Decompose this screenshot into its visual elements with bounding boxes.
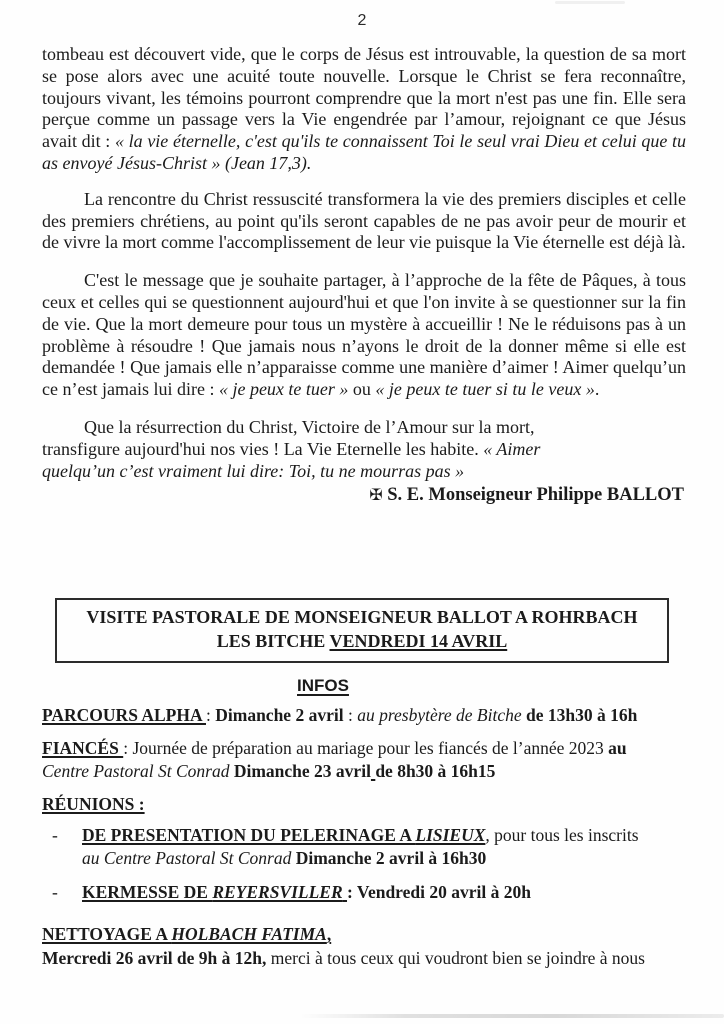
- fiances-line: FIANCÉS : Journée de préparation au mariage pour les fiancés de l’année 2023 au Centre Pastoral St Conrad Dimanche 23 avril de 8h30 à 16h15: [42, 738, 627, 781]
- letter-paragraph-2: La rencontre du Christ ressuscité transformera la vie des premiers disciples et celle des premiers chrétiens, au point qu'ils seront capables de ne pas avoir peur de mourir et de vivre la mort comme l'accomplissement de leur vie puisque la Vie éternelle est déjà là.: [42, 188, 686, 253]
- list-item-pelerinage: [42, 824, 692, 870]
- banner-line-2: LES BITCHE VENDREDI 14 AVRIL: [216, 630, 508, 651]
- infos-heading: INFOS: [297, 676, 349, 695]
- letter-paragraph-1: tombeau est découvert vide, que le corps de Jésus est introuvable, la question de sa mort se pose alors avec une acuité toute nouvelle. Lorsque le Christ se fera reconnaître, toujours vivant, les témoins pourront comprendre que la mort n'est pas une fin. Elle sera perçue comme un passage vers la Vie engendrée par l’amour, rejoignant ce que Jésus avait dit : « la vie éternelle, c'est qu'ils te connaissent Toi le seul vrai Dieu et celui que tu as envoyé Jésus-Christ » (Jean 17,3).: [42, 44, 687, 173]
- letter-paragraph-4: Que la résurrection du Christ, Victoire de l’Amour sur la mort, transfigure aujourd'hui nos vies ! La Vie Eternelle les habite. « Aimer quelqu’un c’est vraiment lui dire: Toi, tu ne mourras pas »: [42, 416, 541, 481]
- scan-artifact: [555, 1, 625, 4]
- parcours-alpha-line: PARCOURS ALPHA : Dimanche 2 avril : au presbytère de Bitche de 13h30 à 16h: [42, 705, 638, 725]
- reunions-heading: RÉUNIONS :: [42, 794, 145, 814]
- signature-line: [42, 484, 686, 507]
- list-item-kermesse: [42, 881, 692, 904]
- bullet-dash: -: [52, 882, 58, 902]
- nettoyage-detail: Mercredi 26 avril de 9h à 12h, merci à tous ceux qui voudront bien se joindre à nous: [42, 948, 645, 968]
- signature-name: S. E. Monseigneur Philippe BALLOT: [387, 485, 684, 506]
- banner-line-1: VISITE PASTORALE DE MONSEIGNEUR BALLOT A ROHRBACH: [86, 607, 638, 627]
- pastoral-letter-body: [42, 44, 686, 507]
- infos-section: [42, 674, 692, 970]
- episcopal-cross-icon: ✠: [369, 485, 383, 505]
- pastoral-visit-banner: [55, 598, 669, 663]
- scan-artifact: [300, 1014, 724, 1018]
- page-number: 2: [357, 12, 367, 29]
- bullet-dash: -: [52, 825, 58, 845]
- nettoyage-heading: NETTOYAGE A HOLBACH FATIMA,: [42, 924, 332, 944]
- letter-paragraph-3: C'est le message que je souhaite partager, à l’approche de la fête de Pâques, à tous ceux et celles qui se questionnent aujourd'hui et que l'on invite à se questionner sur la fin de vie. Que la mort demeure pour tous un mystère à accueillir ! Ne le réduisons pas à un problème à résoudre ! Que jamais nous n’ayons le droit de la donner même si elle est demandée ! Que jamais elle n’apparaisse comme une manière d’aimer ! Aimer quelqu’un ce n’est jamais lui dire : « je peux te tuer » ou « je peux te tuer si tu le veux ».: [42, 270, 686, 400]
- list-item-text: DE PRESENTATION DU PELERINAGE A LISIEUX, pour tous les inscrits au Centre Pastoral St Conrad Dimanche 2 avril à 16h30: [82, 825, 639, 868]
- list-item-text: KERMESSE DE REYERSVILLER : Vendredi 20 avril à 20h: [82, 882, 531, 902]
